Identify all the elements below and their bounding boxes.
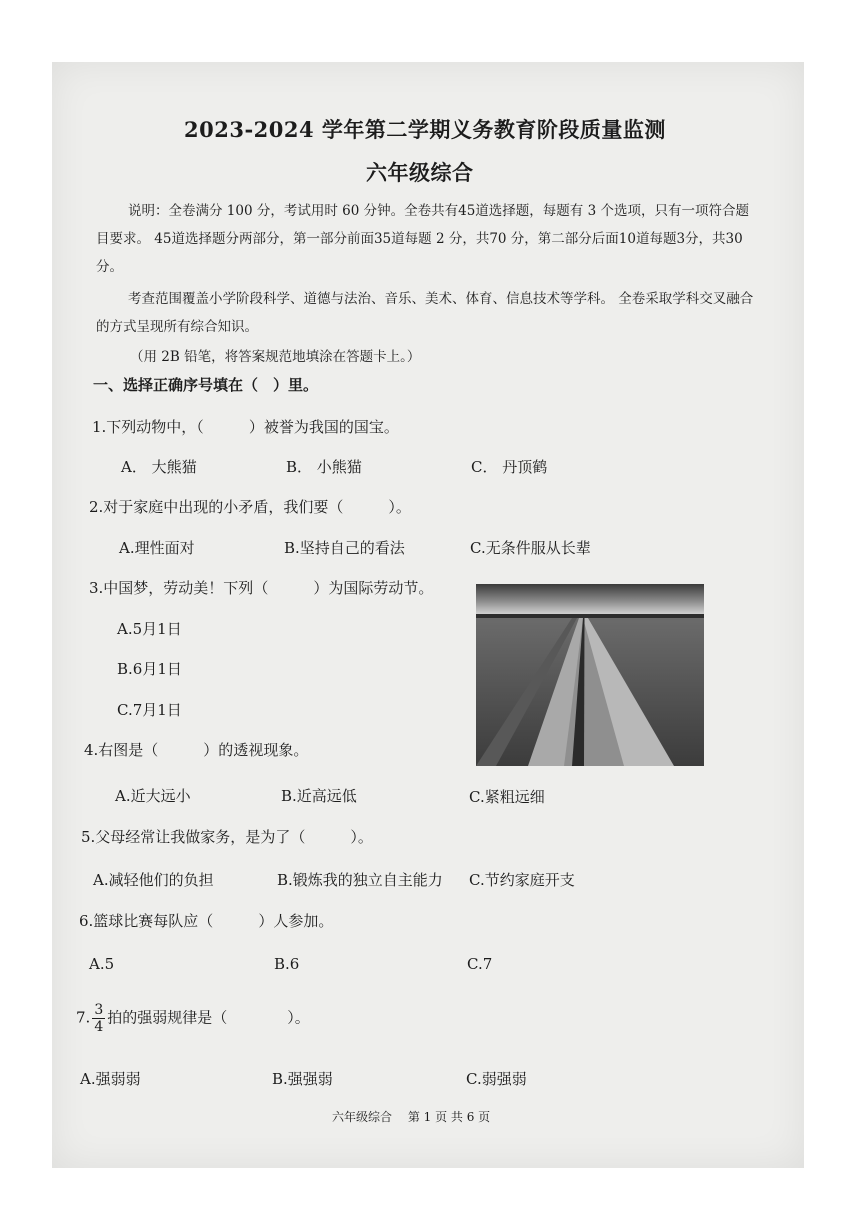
three-four-time-fraction bbox=[92, 1002, 105, 1035]
instructions-paragraph: 说明：全卷满分 100 分，考试用时 60 分钟。全卷共有45道选择题，每题有 3 个选项，只有一项符合题目要求。 45道选择题分两部分，第一部分前面35道每题 2 分，共70 分，第二部分后面10道每题3分，共30分。 bbox=[96, 203, 749, 275]
q6-option-c: C.7 bbox=[467, 955, 493, 973]
question-6: 6.篮球比赛每队应（ ）人参加。 bbox=[79, 912, 334, 930]
question-1: 1.下列动物中，（ ）被誉为我国的国宝。 bbox=[92, 418, 399, 436]
q7-option-a: A.强弱弱 bbox=[80, 1070, 141, 1088]
q3-option-a: A.5月1日 bbox=[117, 620, 182, 638]
question-7 bbox=[76, 1002, 310, 1035]
page-footer: 六年级综合 第 1 页 共 6 页 bbox=[332, 1110, 491, 1124]
q5-option-b: B.锻炼我的独立自主能力 bbox=[277, 871, 443, 889]
q5-option-a: A.减轻他们的负担 bbox=[93, 871, 214, 889]
question-3: 3.中国梦，劳动美！下列（ ）为国际劳动节。 bbox=[89, 579, 434, 597]
q1-option-c: C． 丹顶鹤 bbox=[471, 458, 548, 476]
q2-option-b: B.坚持自己的看法 bbox=[284, 539, 405, 557]
q1-option-a: A． 大熊猫 bbox=[121, 458, 197, 476]
q2-option-c: C.无条件服从长辈 bbox=[470, 539, 591, 557]
question-7-number: 7. bbox=[76, 1008, 91, 1027]
question-7-text: 拍的强弱规律是（ ）。 bbox=[107, 1008, 310, 1027]
q6-option-b: B.6 bbox=[274, 955, 300, 973]
q2-option-a: A.理性面对 bbox=[119, 539, 195, 557]
question-4: 4.右图是（ ）的透视现象。 bbox=[84, 741, 309, 759]
q3-option-c: C.7月1日 bbox=[117, 701, 182, 719]
answer-sheet-note: （用 2B 铅笔，将答案规范地填涂在答题卡上。） bbox=[130, 349, 421, 365]
exam-title: 2023-2024 学年第二学期义务教育阶段质量监测 bbox=[184, 117, 666, 142]
scope-paragraph: 考查范围覆盖小学阶段科学、道德与法治、音乐、美术、体育、信息技术等学科。 全卷采取学科交叉融合的方式呈现所有综合知识。 bbox=[96, 291, 754, 335]
q7-option-b: B.强强弱 bbox=[272, 1070, 333, 1088]
fraction-denominator: 4 bbox=[94, 1019, 104, 1035]
q1-option-b: B． 小熊猫 bbox=[286, 458, 362, 476]
q4-option-a: A.近大远小 bbox=[115, 787, 191, 805]
question-5: 5.父母经常让我做家务，是为了（ ）。 bbox=[81, 828, 373, 846]
q4-option-c: C.紧粗远细 bbox=[469, 788, 545, 806]
road-perspective-photo bbox=[476, 584, 704, 766]
q5-option-c: C.节约家庭开支 bbox=[469, 871, 575, 889]
q6-option-a: A.5 bbox=[89, 955, 115, 973]
q7-option-c: C.弱强弱 bbox=[466, 1070, 527, 1088]
section-heading: 一、选择正确序号填在（ ）里。 bbox=[93, 376, 319, 394]
q3-option-b: B.6月1日 bbox=[117, 660, 182, 678]
exam-subtitle: 六年级综合 bbox=[366, 160, 474, 185]
question-2: 2.对于家庭中出现的小矛盾，我们要（ ）。 bbox=[89, 498, 411, 516]
q4-option-b: B.近高远低 bbox=[281, 787, 357, 805]
fraction-numerator: 3 bbox=[94, 1002, 104, 1018]
